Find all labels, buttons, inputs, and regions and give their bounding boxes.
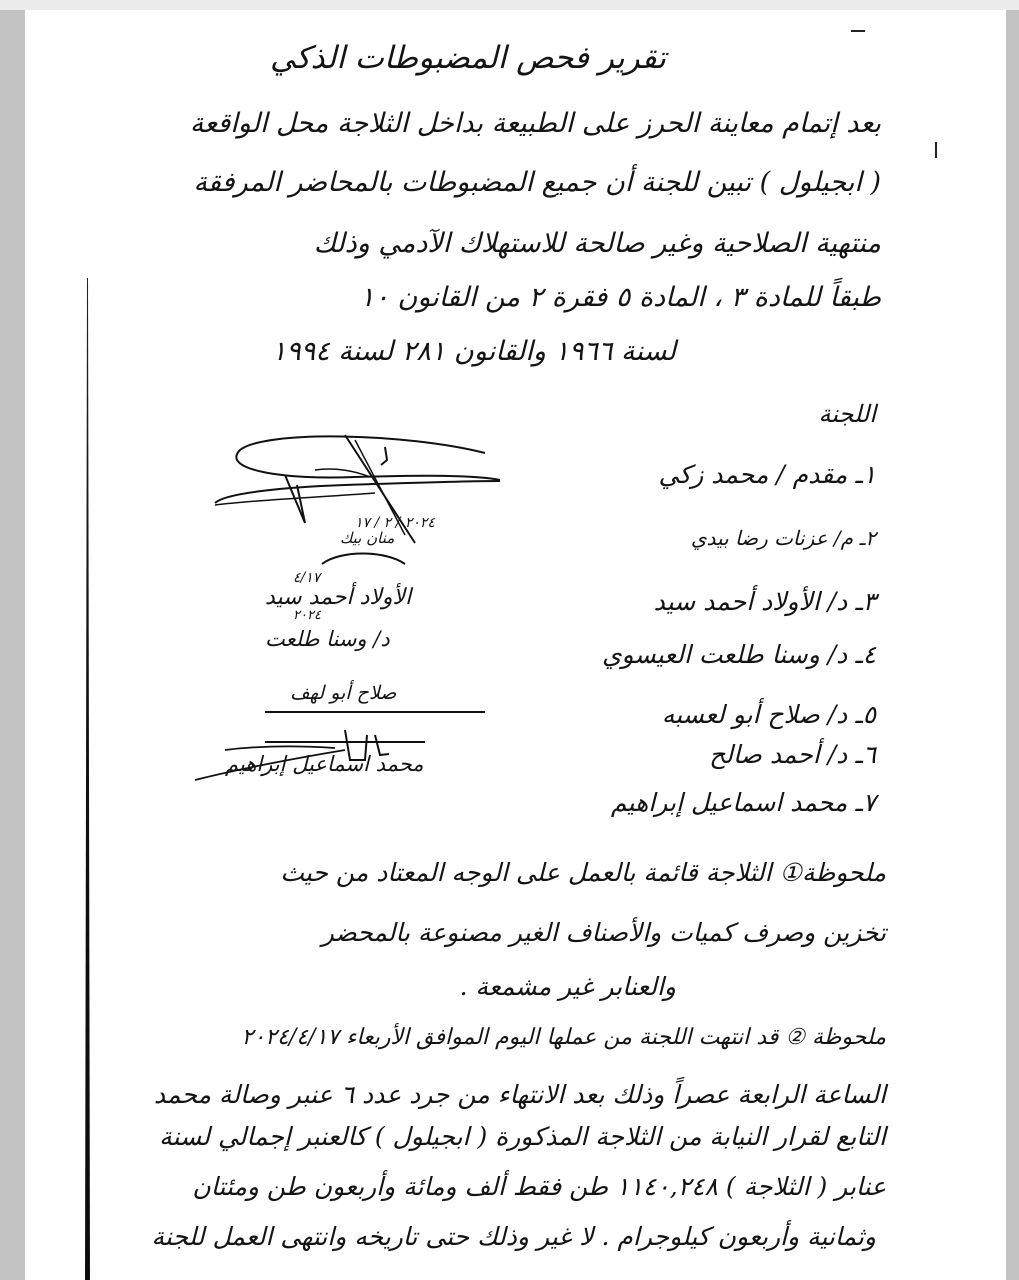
document-title: تقرير فحص المضبوطات الذكي [270, 40, 666, 76]
committee-member: ٧ـ محمد اسماعيل إبراهيم [610, 788, 876, 817]
scan-edge-line [85, 278, 90, 1280]
note-1-line-1: ملحوظة① الثلاجة قائمة بالعمل على الوجه المعتاد من حيث [280, 858, 886, 887]
committee-member: ٤ـ د/ وسنا طلعت العيسوي [601, 640, 876, 669]
note-1-line-3: والعنابر غير مشمعة . [459, 972, 676, 1001]
committee-member: ١ـ مقدم / محمد زكي [658, 460, 876, 489]
signature-1-underline [320, 548, 410, 568]
note-2-line-3: التابع لقرار النيابة من الثلاجة المذكورة ( ابجيلول ) كالعنبر إجمالي لسنة [159, 1122, 886, 1151]
paragraph-line-1: بعد إتمام معاينة الحرز على الطبيعة بداخل الثلاجة محل الواقعة [189, 108, 881, 139]
signature-1-name: منان بيك [340, 529, 395, 547]
margin-number-mark [935, 142, 937, 158]
paragraph-line-3: منتهية الصلاحية وغير صالحة للاستهلاك الآدمي وذلك [313, 228, 881, 259]
signature-2-date-bottom: ٢٠٢٤ [293, 608, 321, 623]
paragraph-line-5: لسنة ١٩٦٦ والقانون ٢٨١ لسنة ١٩٩٤ [271, 336, 676, 367]
note-2-line-1: ملحوظة ② قد انتهت اللجنة من عملها اليوم الموافق الأربعاء ٢٠٢٤/٤/١٧ [241, 1025, 886, 1050]
note-2-line-5: وثمانية وأربعون كيلوجرام . لا غير وذلك حتى تاريخه وانتهى العمل للجنة [151, 1222, 876, 1251]
signature-2-name: الأولاد أحمد سيد [265, 585, 412, 610]
paragraph-line-4: طبقاً للمادة ٣ ، المادة ٥ فقرة ٢ من القانون ١٠ [359, 282, 881, 313]
committee-member: ٣ـ د/ الأولاد أحمد سيد [653, 587, 876, 616]
signature-1 [205, 425, 505, 555]
signature-scribble-icon [175, 690, 495, 800]
paragraph-line-2: ( ابجيلول ) تبين للجنة أن جميع المضبوطات بالمحاضر المرفقة [193, 167, 881, 198]
signature-5-scribble [175, 690, 495, 800]
committee-member: ٥ـ د/ صلاح أبو لعسبه [661, 700, 876, 729]
note-2-line-4: عنابر ( الثلاجة ) ١١٤٠,٢٤٨ طن فقط ألف ومائة وأربعون طن ومئتان [192, 1172, 886, 1201]
committee-member: ٢ـ م/ عزنات رضا بيدي [690, 526, 876, 550]
scanned-document-page [25, 10, 1006, 1280]
signature-1-date: ٢٠٢٤ / ٢ / ١٧ [355, 515, 435, 531]
signature-3-name: د/ وسنا طلعت [265, 627, 390, 651]
note-1-line-2: تخزين وصرف كميات والأصناف الغير مصنوعة بالمحضر [321, 918, 886, 947]
signature-4-name: صلاح أبو لهف [290, 682, 397, 704]
committee-member: ٦ـ د/ أحمد صالح [709, 740, 876, 769]
top-dash-mark [851, 30, 865, 32]
signature-2-date-top: ٤/١٧ [293, 570, 321, 586]
viewer-top-bar [0, 0, 1019, 10]
note-2-line-2: الساعة الرابعة عصراً وذلك بعد الانتهاء من جرد عدد ٦ عنبر وصالة محمد [153, 1080, 886, 1109]
signature-5-name: محمد اسماعيل إبراهيم [225, 752, 424, 776]
committee-label: اللجنة [818, 400, 876, 428]
